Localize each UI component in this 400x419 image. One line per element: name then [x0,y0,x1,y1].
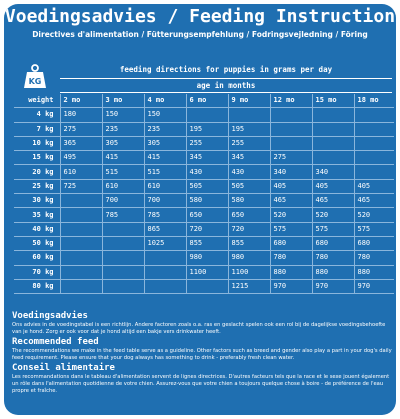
grams-cell [60,265,102,279]
grams-cell: 150 [144,108,186,122]
grams-cell: 345 [186,151,228,165]
age-column-header: 3 mo [102,94,144,108]
age-column-header: 4 mo [144,94,186,108]
weight-cell: 50 kg [14,236,60,250]
table-row [14,151,394,165]
grams-cell: 520 [354,208,394,222]
en-text: The recommendations we make in the feed table serve as a guideline. Other factors such as breed and gender also play a part in your dog's daily feed requirement. Please ensure that your dog always has something to drink - preferably fresh clean water. [12,348,392,361]
weight-cell: 80 kg [14,279,60,293]
grams-cell: 700 [144,194,186,208]
table-row [14,108,394,122]
grams-cell: 340 [312,165,354,179]
grams-cell: 725 [60,179,102,193]
age-caption: age in months [60,78,392,93]
weight-cell: 35 kg [14,208,60,222]
grams-cell: 575 [312,222,354,236]
table-row [14,122,394,136]
nl-text: Ons advies in de voedingstabel is een richtlijn. Andere factoren zoals o.a. ras en geslacht spelen ook een rol bij de dagelijkse voedingsbehoefte van je hond. Zorg er ook voor dat je hond altijd een bakje vers drinkwater heeft. [12,322,386,335]
grams-cell [354,108,394,122]
table-row [14,222,394,236]
grams-cell: 1100 [228,265,270,279]
table-header-row [14,94,394,108]
weight-cell: 15 kg [14,151,60,165]
grams-cell [354,122,394,136]
grams-cell [102,251,144,265]
table-row [14,279,394,293]
table-row [14,194,394,208]
grams-cell [228,108,270,122]
grams-cell: 180 [60,108,102,122]
grams-cell [60,279,102,293]
grams-cell [102,236,144,250]
grams-cell: 465 [312,194,354,208]
grams-cell: 610 [144,179,186,193]
feeding-instruction-panel [4,4,396,415]
grams-cell: 580 [228,194,270,208]
fr-text: Les recommandations dans le tableau d'alimentation servent de lignes directrices. D'autres facteurs tels que la race et le sexe jouent également un rôle dans l'alimentation quotidienne de votre chien. Assurez-vous que votre chien a toujours quelque chose à boire - de préférence de l'eau propre et fraîche. [12,374,390,394]
grams-cell: 575 [354,222,394,236]
grams-cell: 430 [186,165,228,179]
grams-cell [60,236,102,250]
grams-cell: 505 [186,179,228,193]
grams-cell [144,265,186,279]
table-caption: feeding directions for puppies in grams per day [119,65,333,74]
grams-cell: 880 [312,265,354,279]
grams-cell [312,151,354,165]
grams-cell: 680 [270,236,312,250]
grams-cell: 865 [144,222,186,236]
grams-cell: 680 [354,236,394,250]
table-row [14,179,394,193]
grams-cell: 405 [312,179,354,193]
weight-cell: 20 kg [14,165,60,179]
grams-cell: 515 [102,165,144,179]
grams-cell: 1025 [144,236,186,250]
grams-cell: 465 [270,194,312,208]
grams-cell: 700 [102,194,144,208]
grams-cell: 855 [186,236,228,250]
grams-cell: 980 [186,251,228,265]
grams-cell [354,136,394,150]
grams-cell [60,222,102,236]
table-row [14,136,394,150]
grams-cell [102,265,144,279]
grams-cell: 780 [354,251,394,265]
weight-cell: 40 kg [14,222,60,236]
age-column-header: 9 mo [228,94,270,108]
grams-cell: 235 [144,122,186,136]
grams-cell [60,208,102,222]
grams-cell: 345 [228,151,270,165]
grams-cell: 650 [228,208,270,222]
table-row [14,251,394,265]
age-column-header: 12 mo [270,94,312,108]
grams-cell: 275 [60,122,102,136]
weight-cell: 7 kg [14,122,60,136]
grams-cell: 365 [60,136,102,150]
grams-cell: 520 [312,208,354,222]
weight-cell: 25 kg [14,179,60,193]
grams-cell: 495 [60,151,102,165]
grams-cell [312,136,354,150]
grams-cell [60,251,102,265]
grams-cell: 970 [312,279,354,293]
weight-column-header: weight [14,94,60,108]
grams-cell: 505 [228,179,270,193]
nl-heading: Voedingsadvies [12,311,88,321]
grams-cell: 405 [354,179,394,193]
grams-cell: 305 [144,136,186,150]
grams-cell: 970 [354,279,394,293]
grams-cell: 305 [102,136,144,150]
grams-cell: 720 [228,222,270,236]
weight-cell: 10 kg [14,136,60,150]
grams-cell: 1100 [186,265,228,279]
grams-cell: 255 [186,136,228,150]
grams-cell [354,165,394,179]
grams-cell: 680 [312,236,354,250]
grams-cell: 340 [270,165,312,179]
weight-cell: 4 kg [14,108,60,122]
grams-cell: 575 [270,222,312,236]
age-column-header: 2 mo [60,94,102,108]
feeding-table [14,94,394,294]
age-column-header: 18 mo [354,94,394,108]
weight-cell: 70 kg [14,265,60,279]
grams-cell [312,122,354,136]
grams-cell: 415 [102,151,144,165]
grams-cell: 465 [354,194,394,208]
grams-cell [102,222,144,236]
grams-cell: 255 [228,136,270,150]
table-row [14,236,394,250]
grams-cell: 415 [144,151,186,165]
grams-cell [60,194,102,208]
grams-cell: 780 [312,251,354,265]
grams-cell: 430 [228,165,270,179]
table-row [14,165,394,179]
grams-cell: 515 [144,165,186,179]
grams-cell [186,279,228,293]
grams-cell: 580 [186,194,228,208]
grams-cell: 195 [186,122,228,136]
grams-cell: 780 [270,251,312,265]
weight-kg-icon [22,64,48,90]
weight-cell: 60 kg [14,251,60,265]
grams-cell [144,251,186,265]
grams-cell: 785 [102,208,144,222]
en-heading: Recommended feed [12,337,99,347]
grams-cell: 650 [186,208,228,222]
grams-cell: 720 [186,222,228,236]
weight-cell: 30 kg [14,194,60,208]
grams-cell: 880 [354,265,394,279]
grams-cell: 610 [102,179,144,193]
age-column-header: 6 mo [186,94,228,108]
grams-cell: 405 [270,179,312,193]
grams-cell [102,279,144,293]
grams-cell [354,151,394,165]
grams-cell: 520 [270,208,312,222]
grams-cell [144,279,186,293]
grams-cell: 1215 [228,279,270,293]
footer-notes [12,311,392,396]
grams-cell: 610 [60,165,102,179]
grams-cell [270,122,312,136]
grams-cell [312,108,354,122]
grams-cell [270,108,312,122]
table-row [14,265,394,279]
page-subtitle: Directives d'alimentation / Fütterungsempfehlung / Fodringsvejledning / Föring [32,30,368,39]
grams-cell: 150 [102,108,144,122]
table-row [14,208,394,222]
grams-cell: 980 [228,251,270,265]
page-title: Voedingsadvies / Feeding Instruction [4,6,396,27]
kg-icon-label: KG [28,77,42,86]
grams-cell: 235 [102,122,144,136]
age-column-header: 15 mo [312,94,354,108]
grams-cell: 880 [270,265,312,279]
grams-cell [186,108,228,122]
grams-cell: 785 [144,208,186,222]
grams-cell: 275 [270,151,312,165]
grams-cell: 970 [270,279,312,293]
grams-cell: 195 [228,122,270,136]
grams-cell: 855 [228,236,270,250]
fr-heading: Conseil alimentaire [12,363,115,373]
grams-cell [270,136,312,150]
